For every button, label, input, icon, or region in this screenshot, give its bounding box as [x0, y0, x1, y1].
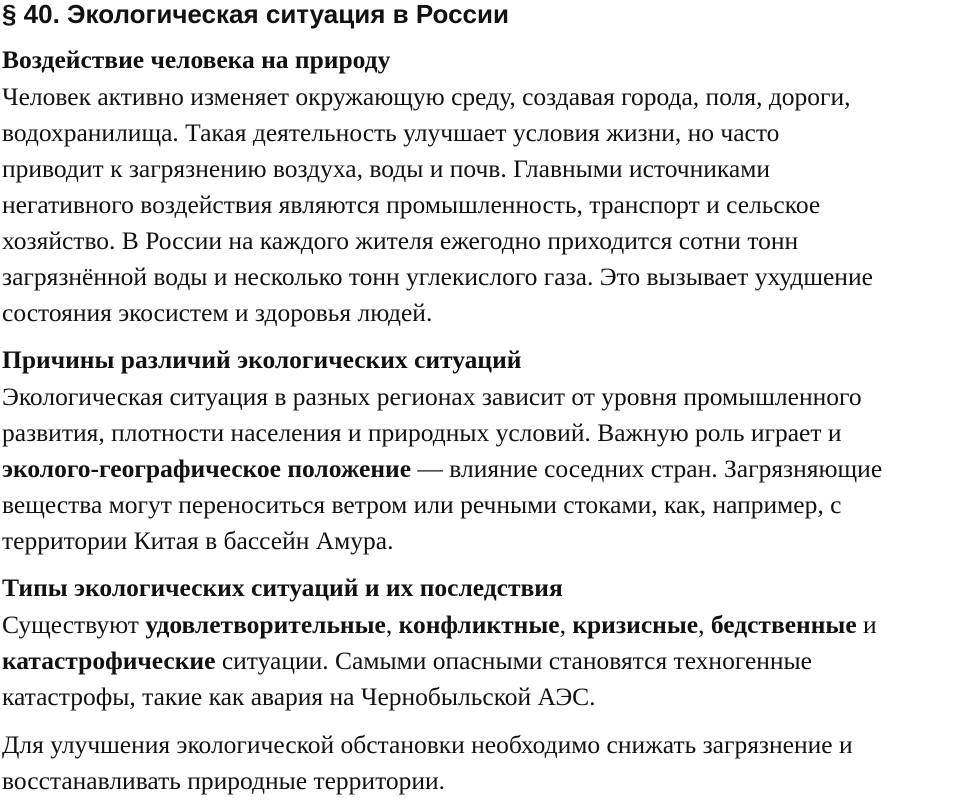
page-title: § 40. Экологическая ситуация в России [2, 0, 509, 29]
text-line: негативного воздействия являются промышленность, транспорт и сельское [2, 190, 821, 219]
text-line: восстанавливать природные территории. [2, 766, 446, 795]
paragraph-causes [2, 379, 964, 559]
text-line: Для улучшения экологической обстановки необходимо снижать загрязнение и [2, 730, 853, 759]
text-line: вещества могут переноситься ветром или речными стоками, как, например, с [2, 490, 842, 519]
text-line: загрязнённой воды и несколько тонн углекислого газа. Это вызывает ухудшение [2, 262, 873, 291]
text-line: Экологическая ситуация в разных регионах зависит от уровня промышленного [2, 382, 862, 411]
paragraph-human-impact [2, 79, 964, 331]
key-term-satisfactory: удовлетворительные [145, 610, 386, 639]
section-heading-types: Типы экологических ситуаций и их последствия [2, 573, 563, 602]
section-heading-human-impact: Воздействие человека на природу [2, 45, 391, 74]
text-line: приводит к загрязнению воздуха, воды и почв. Главными источниками [2, 154, 771, 183]
text-line: Человек активно изменяет окружающую среду, создавая города, поля, дороги, [2, 82, 851, 111]
text-fragment: Существуют [2, 610, 146, 639]
text-line: катастрофы, такие как авария на Чернобыльской АЭС. [2, 682, 596, 711]
key-term-eco-geographic-position: эколого-географическое положение [2, 454, 412, 483]
key-term-catastrophic: катастрофические [2, 646, 216, 675]
text-fragment: , [385, 610, 399, 639]
text-line: территории Китая в бассейн Амура. [2, 526, 394, 555]
text-line [2, 643, 964, 679]
text-line: развития, плотности населения и природных условий. Важную роль играет и [2, 418, 842, 447]
key-term-disaster: бедственные [710, 610, 857, 639]
text-fragment: — влияние соседних стран. Загрязняющие [411, 454, 883, 483]
paragraph-closing [2, 727, 964, 799]
text-line: состояния экосистем и здоровья людей. [2, 298, 433, 327]
text-fragment: , [559, 610, 573, 639]
key-term-conflict: конфликтные [398, 610, 560, 639]
text-fragment: и [856, 610, 877, 639]
key-term-crisis: кризисные [572, 610, 699, 639]
text-fragment: ситуации. Самыми опасными становятся техногенные [215, 646, 813, 675]
text-line: водохранилища. Такая деятельность улучшает условия жизни, но часто [2, 118, 780, 147]
text-fragment: , [698, 610, 711, 639]
section-heading-causes: Причины различий экологических ситуаций [2, 345, 522, 374]
text-line [2, 451, 964, 487]
text-line [2, 607, 964, 643]
paragraph-types [2, 607, 964, 715]
text-line: хозяйство. В России на каждого жителя ежегодно приходится сотни тонн [2, 226, 799, 255]
